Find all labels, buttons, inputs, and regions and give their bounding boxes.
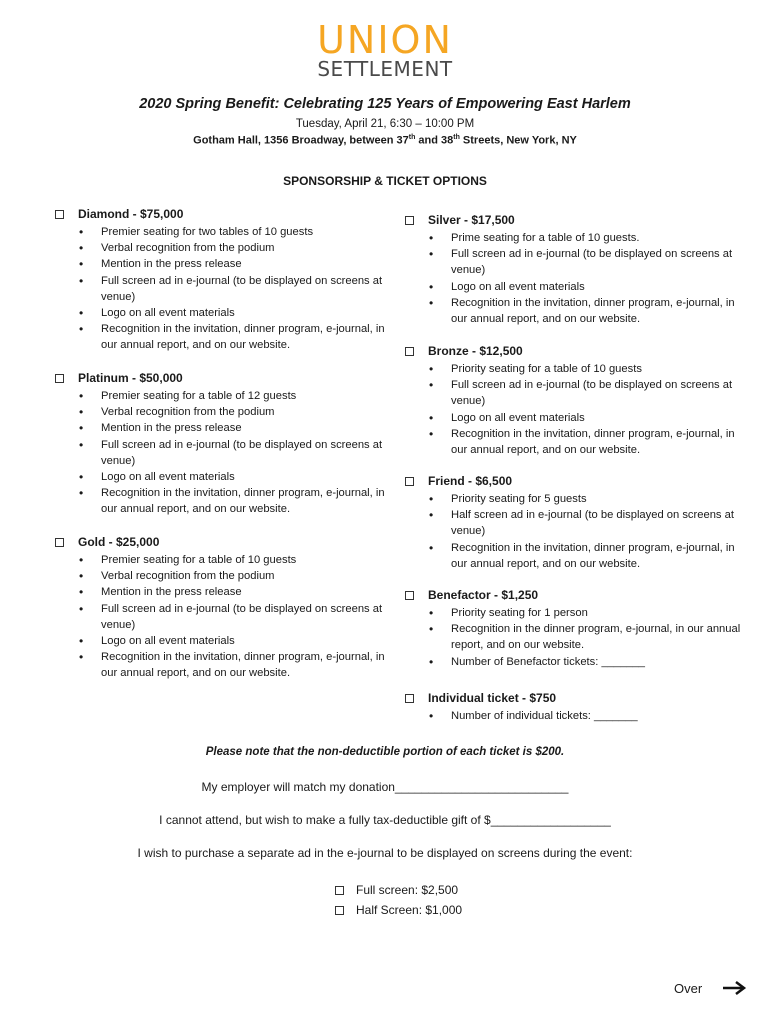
tier-benefits	[405, 708, 745, 724]
list-item: • Logo on all event materials	[451, 279, 745, 295]
list-item: • Verbal recognition from the podium	[101, 240, 395, 256]
benefactor-tickets-field[interactable]: • Number of Benefactor tickets: _______	[451, 654, 745, 670]
checkbox-friend[interactable]	[405, 477, 414, 486]
tier-label: Gold - $25,000	[78, 535, 160, 549]
list-item: • Logo on all event materials	[101, 469, 395, 485]
checkbox-bronze[interactable]	[405, 347, 414, 356]
list-item: • Mention in the press release	[101, 420, 395, 436]
list-item: • Priority seating for a table of 10 guests	[451, 361, 745, 377]
tier-benefits	[405, 605, 745, 670]
list-item: • Premier seating for a table of 12 guests	[101, 388, 395, 404]
tier-gold	[55, 535, 395, 682]
logo-union: UNION	[317, 18, 453, 62]
tier-benefits	[55, 552, 395, 682]
checkbox-diamond[interactable]	[55, 210, 64, 219]
ad-option-half[interactable]: Half Screen: $1,000	[335, 900, 462, 920]
tier-benefits	[405, 491, 745, 572]
list-item: • Full screen ad in e-journal (to be displayed on screens at venue)	[451, 377, 745, 409]
list-item: • Prime seating for a table of 10 guests.	[451, 230, 745, 246]
checkbox-individual[interactable]	[405, 694, 414, 703]
logo	[0, 20, 770, 80]
event-venue: Gotham Hall, 1356 Broadway, between 37th and 38th Streets, New York, NY	[193, 134, 577, 147]
tier-label: Platinum - $50,000	[78, 371, 183, 385]
list-item: • Recognition in the dinner program, e-journal, in our annual report, and on our website.	[451, 621, 745, 653]
list-item: • Mention in the press release	[101, 584, 395, 600]
arrow-right-icon	[722, 980, 748, 996]
tier-benefits	[55, 224, 395, 354]
tier-label: Diamond - $75,000	[78, 207, 184, 221]
tier-benefits	[405, 361, 745, 458]
list-item: • Logo on all event materials	[101, 633, 395, 649]
tier-friend	[405, 474, 745, 572]
list-item: • Full screen ad in e-journal (to be displayed on screens at venue)	[101, 601, 395, 633]
tier-bronze	[405, 344, 745, 458]
tier-label: Individual ticket - $750	[428, 691, 557, 705]
checkbox-half-screen[interactable]	[335, 906, 344, 915]
list-item: • Recognition in the invitation, dinner program, e-journal, in our annual report, and on our website.	[451, 295, 745, 327]
event-date: Tuesday, April 21, 6:30 – 10:00 PM	[295, 118, 475, 130]
over-label: Over	[674, 980, 703, 996]
employer-match-field[interactable]: My employer will match my donation__________________________	[201, 780, 569, 794]
tier-label: Silver - $17,500	[428, 213, 515, 227]
tier-label: Friend - $6,500	[428, 474, 513, 488]
checkbox-gold[interactable]	[55, 538, 64, 547]
list-item: • Full screen ad in e-journal (to be displayed on screens at venue)	[451, 246, 745, 278]
tier-platinum	[55, 371, 395, 518]
ad-purchase-text: I wish to purchase a separate ad in the e-journal to be displayed on screens during the event:	[137, 846, 633, 860]
tier-benefits	[55, 388, 395, 518]
list-item: • Full screen ad in e-journal (to be displayed on screens at venue)	[101, 437, 395, 469]
checkbox-full-screen[interactable]	[335, 886, 344, 895]
checkbox-platinum[interactable]	[55, 374, 64, 383]
ad-options	[335, 880, 462, 920]
gift-amount-field[interactable]: I cannot attend, but wish to make a fully tax-deductible gift of $__________________	[159, 813, 611, 827]
tier-label: Benefactor - $1,250	[428, 588, 539, 602]
list-item: • Half screen ad in e-journal (to be displayed on screens at venue)	[451, 507, 745, 539]
list-item: • Recognition in the invitation, dinner program, e-journal, in our annual report, and on our website.	[451, 426, 745, 458]
list-item: • Priority seating for 5 guests	[451, 491, 745, 507]
tier-benefits	[405, 230, 745, 327]
logo-settlement: SETTLEMENT	[317, 57, 453, 81]
ad-option-full[interactable]: Full screen: $2,500	[335, 880, 462, 900]
deductible-note: Please note that the non-deductible portion of each ticket is $200.	[205, 746, 565, 758]
tier-benefactor	[405, 588, 745, 670]
list-item: • Recognition in the invitation, dinner program, e-journal, in our annual report, and on our website.	[101, 321, 395, 353]
event-title: 2020 Spring Benefit: Celebrating 125 Years of Empowering East Harlem	[139, 96, 631, 112]
list-item: • Recognition in the invitation, dinner program, e-journal, in our annual report, and on our website.	[101, 485, 395, 517]
checkbox-benefactor[interactable]	[405, 591, 414, 600]
tier-silver	[405, 213, 745, 327]
list-item: • Mention in the press release	[101, 256, 395, 272]
individual-tickets-field[interactable]: • Number of individual tickets: _______	[451, 708, 745, 724]
list-item: • Priority seating for 1 person	[451, 605, 745, 621]
list-item: • Verbal recognition from the podium	[101, 404, 395, 420]
list-item: • Premier seating for a table of 10 guests	[101, 552, 395, 568]
list-item: • Logo on all event materials	[101, 305, 395, 321]
list-item: • Full screen ad in e-journal (to be displayed on screens at venue)	[101, 273, 395, 305]
list-item: • Recognition in the invitation, dinner program, e-journal, in our annual report, and on our website.	[451, 540, 745, 572]
section-heading: SPONSORSHIP & TICKET OPTIONS	[283, 174, 487, 188]
checkbox-silver[interactable]	[405, 216, 414, 225]
list-item: • Premier seating for two tables of 10 guests	[101, 224, 395, 240]
list-item: • Verbal recognition from the podium	[101, 568, 395, 584]
tier-diamond	[55, 207, 395, 354]
tier-individual	[405, 691, 745, 724]
list-item: • Logo on all event materials	[451, 410, 745, 426]
list-item: • Recognition in the invitation, dinner program, e-journal, in our annual report, and on our website.	[101, 649, 395, 681]
over-indicator	[674, 980, 748, 996]
tier-label: Bronze - $12,500	[428, 344, 523, 358]
